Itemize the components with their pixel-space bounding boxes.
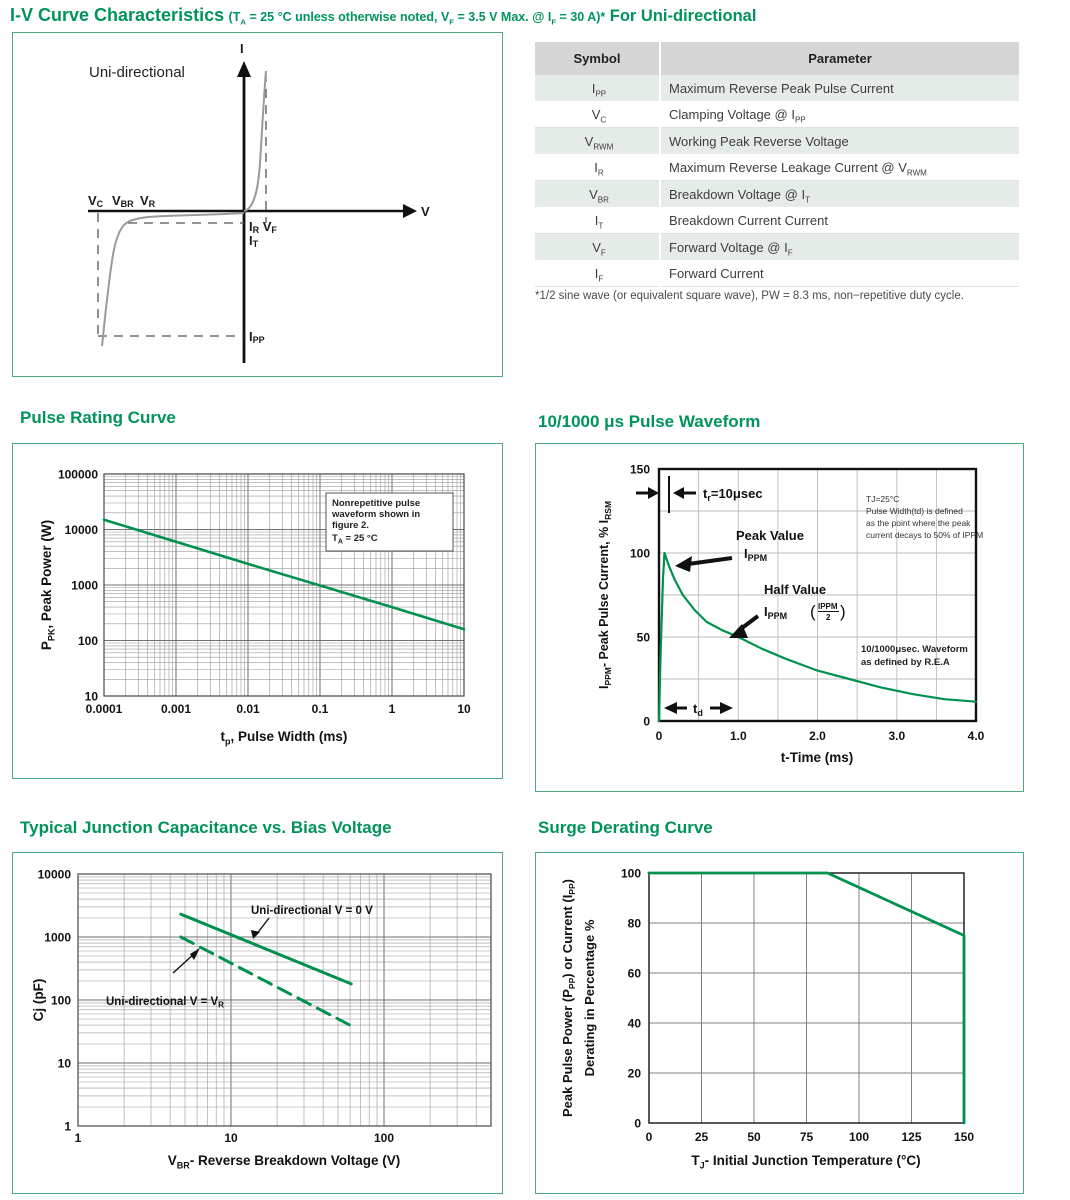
- svg-text:25: 25: [694, 1130, 709, 1144]
- dashed-label-arrow-head: [190, 948, 200, 960]
- parameter-table: [535, 42, 1019, 287]
- svg-text:0.001: 0.001: [160, 702, 192, 716]
- frac-paren-open: (: [810, 602, 816, 621]
- svg-text:4.0: 4.0: [967, 729, 985, 743]
- surge-derating-chart: [536, 853, 1023, 1193]
- table-row: $V_{RWM}$ Working Peak Reverse Voltage: [535, 128, 1019, 155]
- svg-text:10000: 10000: [64, 523, 98, 537]
- frac-bottom: 2: [826, 613, 831, 622]
- heading-surge-derating: Surge Derating Curve: [538, 818, 713, 837]
- rea-note-line2: as defined by R.E.A: [861, 657, 950, 668]
- table-row: $I_T$ Breakdown Current Current: [535, 207, 1019, 234]
- table-row: $I_F$ Forward Current: [535, 260, 1019, 287]
- tj-note-line2: Pulse Width(td) is defined: [866, 506, 963, 516]
- svg-text:0.0001: 0.0001: [85, 702, 123, 716]
- table-header-row: [535, 42, 1019, 75]
- dashed-series-label: Uni-directional $V = V_R$: [106, 996, 224, 1010]
- svg-text:50: 50: [636, 630, 650, 645]
- table-row: $I_{PP}$ Maximum Reverse Peak Pulse Current: [535, 75, 1019, 101]
- junction-cap-chart: [13, 853, 502, 1193]
- tj-note-line4: current decays to 50% of IPPM: [866, 530, 984, 540]
- svg-text:60: 60: [627, 966, 641, 981]
- svg-text:50: 50: [747, 1130, 761, 1144]
- svg-text:80: 80: [627, 916, 641, 931]
- svg-text:100000: 100000: [57, 467, 98, 482]
- svg-text:100: 100: [77, 634, 98, 648]
- table-row: $V_C$ Clamping Voltage @ $I_{PP}$: [535, 101, 1019, 128]
- tj-note-line3: as the point where the peak: [866, 518, 971, 528]
- svg-text:40: 40: [627, 1016, 641, 1031]
- svg-text:100: 100: [373, 1131, 395, 1145]
- x-axis-title: t-Time (ms): [780, 750, 854, 765]
- title-conditions: ($T_A = 25$ °C unless otherwise noted, $V_F = 3.5$ V Max. @ $I_F = 30$ A)*: [228, 10, 606, 27]
- ir-vf-label: IR VF: [249, 219, 277, 235]
- v-axis-label: V: [421, 204, 430, 219]
- annotation-line1: Nonrepetitive pulse: [332, 498, 421, 509]
- it-label: IT: [249, 233, 259, 249]
- title-suffix: For Uni-directional: [609, 7, 757, 25]
- heading-pulse-rating: Pulse Rating Curve: [20, 408, 176, 427]
- td-arrow-left-icon: [664, 702, 677, 714]
- x-axis-title: $t_p$, Pulse Width (ms): [220, 729, 348, 747]
- svg-text:10: 10: [457, 702, 471, 716]
- pulse-rating-chart: [13, 444, 502, 778]
- svg-text:10000: 10000: [37, 867, 71, 882]
- peak-arrow-line: [688, 558, 732, 564]
- page-title: [10, 5, 756, 26]
- svg-text:2.0: 2.0: [809, 729, 826, 743]
- iv-curve-panel: [12, 32, 503, 377]
- annotation-line2: waveform shown in: [332, 509, 421, 520]
- tr-label: $t_r=10\mu\sec$: [703, 486, 763, 503]
- peak-value-label: Peak Value: [736, 528, 804, 543]
- peak-ippm-label: $I_{PPM}$: [744, 546, 768, 563]
- svg-text:125: 125: [901, 1130, 922, 1144]
- pulse-rating-panel: [12, 443, 503, 779]
- iv-title: Uni-directional: [89, 64, 185, 81]
- frac-top: IPPM: [818, 602, 838, 611]
- svg-text:10: 10: [84, 689, 98, 704]
- svg-text:1: 1: [74, 1131, 82, 1145]
- parameter-header: Parameter: [660, 42, 1019, 75]
- half-value-label: Half Value: [764, 582, 827, 597]
- symbol-header: Symbol: [535, 42, 660, 75]
- frac-paren-close: ): [840, 602, 846, 621]
- vc-label: VC: [88, 193, 104, 209]
- svg-text:10: 10: [224, 1131, 238, 1145]
- svg-text:10: 10: [57, 1056, 71, 1071]
- svg-text:0: 0: [634, 1116, 641, 1131]
- table-footnote: *1/2 sine wave (or equivalent square wave), PW = 8.3 ms, non−repetitive duty cycle.: [535, 290, 964, 302]
- y-axis-title-line2: Derating in Percentage %: [582, 919, 597, 1077]
- table-row: $V_F$ Forward Voltage @ $I_F$: [535, 234, 1019, 261]
- tick-labels: [630, 463, 985, 744]
- svg-text:3.0: 3.0: [888, 729, 906, 743]
- svg-text:75: 75: [799, 1130, 814, 1144]
- pulse-waveform-chart: [536, 444, 1023, 791]
- peak-arrow-head: [675, 556, 692, 572]
- vr-label: VR: [140, 193, 156, 209]
- svg-text:0: 0: [645, 1130, 653, 1144]
- solid-series-label: Uni-directional V = 0 V: [251, 905, 373, 917]
- svg-text:100: 100: [629, 546, 650, 561]
- pulse-waveform-panel: [535, 443, 1024, 792]
- svg-text:100: 100: [620, 866, 641, 881]
- tj-note-line1: TJ=25°C: [866, 494, 900, 504]
- y-axis-title: $P_{PK}$, Peak Power (W): [39, 519, 57, 651]
- surge-derating-panel: [535, 852, 1024, 1194]
- i-axis-label: I: [240, 41, 244, 56]
- reverse-breakdown-curve: [102, 213, 244, 346]
- junction-cap-panel: [12, 852, 503, 1194]
- annotation-line3: figure 2.: [332, 520, 369, 531]
- iv-curve-diagram: [13, 33, 502, 376]
- svg-text:1.0: 1.0: [729, 729, 747, 743]
- gridlines: [649, 873, 964, 1123]
- ipp-label: IPP: [249, 329, 265, 345]
- table-row: $I_R$ Maximum Reverse Leakage Current @ $V_{RWM}$: [535, 154, 1019, 181]
- heading-pulse-waveform: 10/1000 μs Pulse Waveform: [538, 412, 761, 431]
- v-axis-arrow: [403, 204, 417, 218]
- tr-arrow-right-icon: [648, 487, 659, 499]
- td-arrow-right-icon: [720, 702, 733, 714]
- y-axis-title: Cj (pF): [31, 978, 46, 1022]
- td-label: $t_d$: [693, 701, 703, 718]
- half-ippm-label: $I_{PPM}$: [764, 604, 788, 621]
- rea-note-line1: 10/1000μsec. Waveform: [861, 644, 968, 655]
- y-axis-title-line1: Peak Pulse Power $(P_{PP})$ or Current $(I_{PP})$: [560, 879, 577, 1117]
- svg-text:1000: 1000: [71, 578, 98, 593]
- svg-text:0: 0: [655, 729, 663, 743]
- svg-text:20: 20: [627, 1066, 641, 1081]
- heading-junction-cap: Typical Junction Capacitance vs. Bias Voltage: [20, 818, 392, 837]
- x-axis-title: $V_{BR}-$ Reverse Breakdown Voltage (V): [167, 1153, 401, 1171]
- svg-text:1000: 1000: [44, 930, 71, 945]
- annotation-line4: $T_A = 25$ °C: [332, 533, 378, 546]
- svg-text:150: 150: [629, 462, 650, 477]
- x-axis-title: $T_J-$ Initial Junction Temperature (°C): [691, 1153, 921, 1171]
- tick-labels: [621, 867, 974, 1145]
- svg-text:0.01: 0.01: [236, 702, 260, 716]
- i-axis-arrow: [237, 61, 251, 77]
- svg-text:0: 0: [643, 714, 650, 729]
- forward-curve: [244, 71, 266, 211]
- vbr-label: VBR: [112, 193, 134, 209]
- tr-arrow-left-icon: [673, 487, 684, 499]
- svg-text:150: 150: [953, 1130, 975, 1144]
- table-row: $V_{BR}$ Breakdown Voltage @ $I_T$: [535, 181, 1019, 208]
- svg-text:100: 100: [848, 1130, 870, 1144]
- y-axis-title: $I_{PPM}-$ Peak Pulse Current, % $I_{RSM}$: [597, 500, 613, 690]
- svg-text:1: 1: [388, 702, 396, 716]
- svg-text:100: 100: [50, 993, 71, 1008]
- svg-text:0.1: 0.1: [311, 702, 329, 716]
- title-main: I-V Curve Characteristics: [10, 5, 225, 25]
- svg-text:1: 1: [64, 1119, 71, 1134]
